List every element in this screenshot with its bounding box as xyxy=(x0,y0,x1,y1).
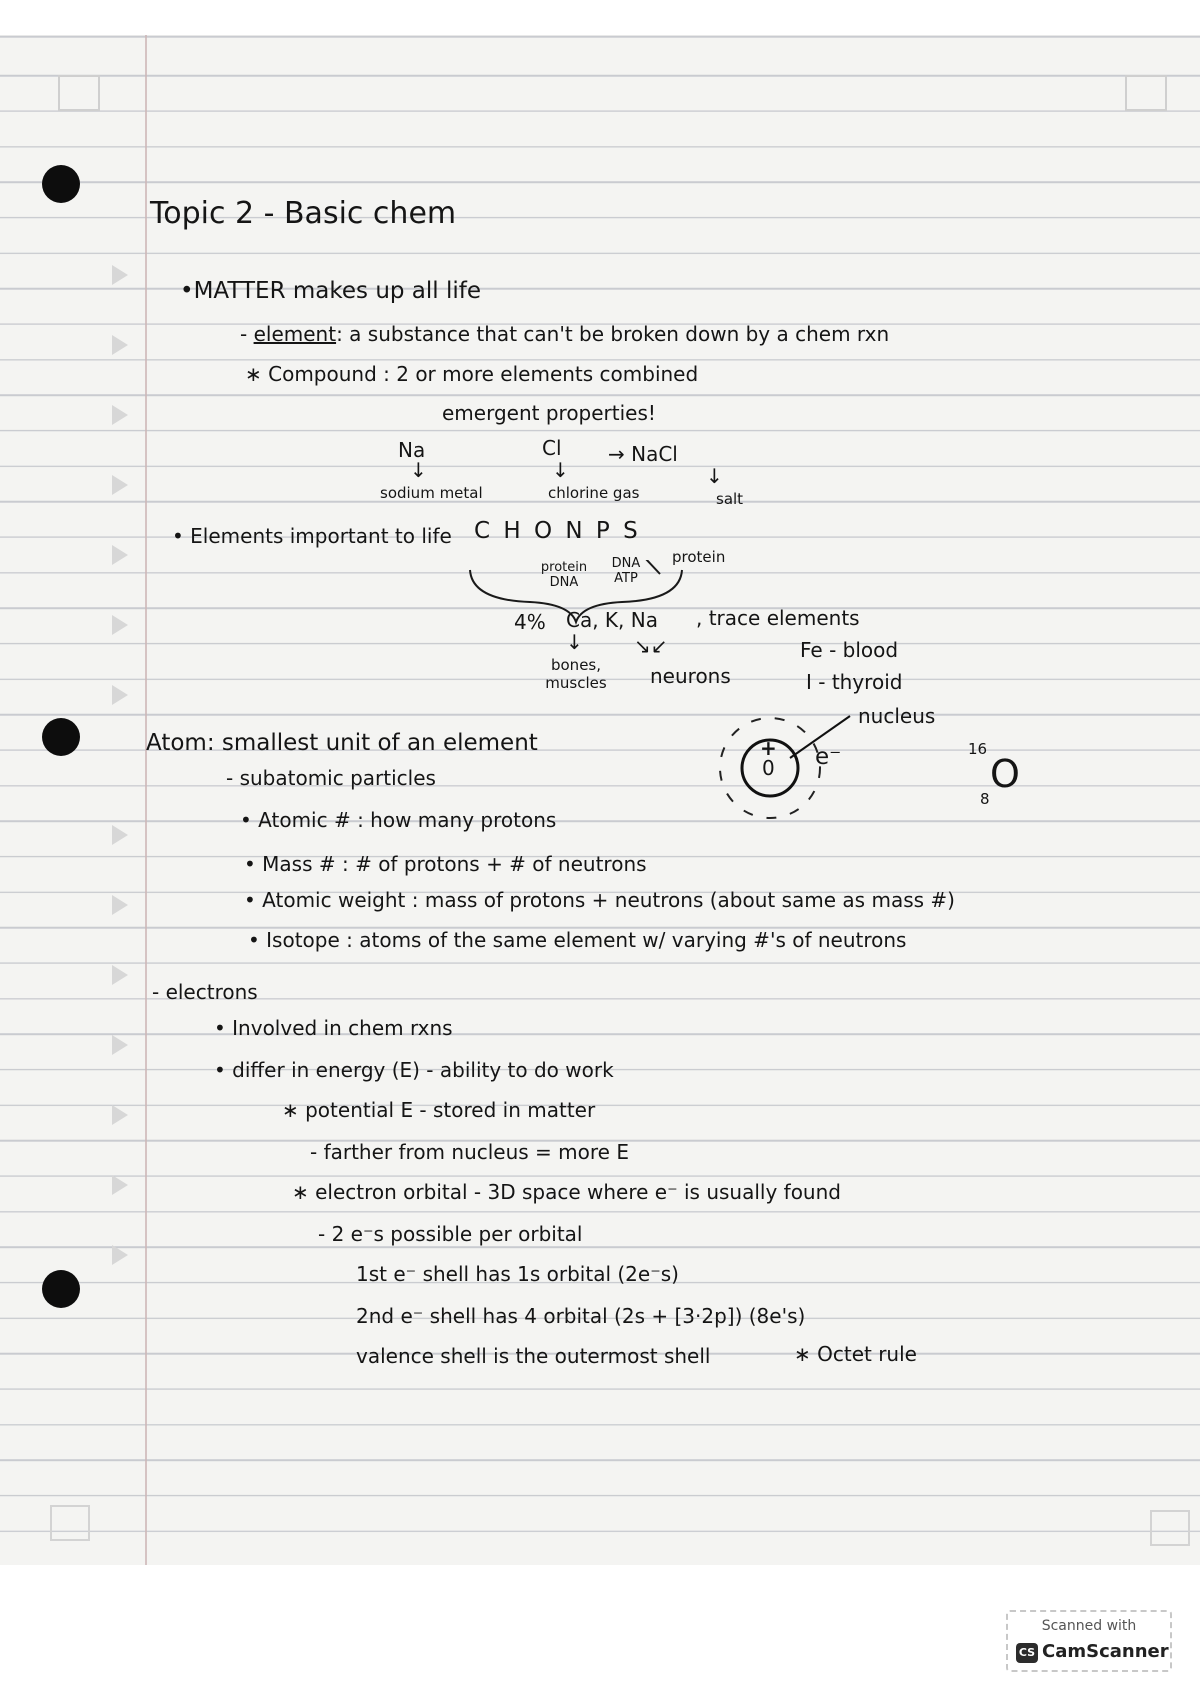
note-involved: • Involved in chem rxns xyxy=(214,1016,453,1040)
note-subatomic: - subatomic particles xyxy=(226,766,436,790)
margin-mark xyxy=(112,265,128,285)
margin-mark xyxy=(112,1105,128,1125)
corner-mark xyxy=(1150,1510,1190,1546)
note-atom: Atom: smallest unit of an element xyxy=(146,730,538,756)
note-electron-orbital: ∗ electron orbital - 3D space where e⁻ is usually found xyxy=(292,1180,841,1204)
note-differ-energy: • differ in energy (E) - ability to do work xyxy=(214,1058,614,1082)
proton-symbol: + xyxy=(760,736,777,760)
margin-mark xyxy=(112,615,128,635)
note-isotope: • Isotope : atoms of the same element w/ varying #'s of neutrons xyxy=(248,928,907,952)
camscanner-logo-icon: CS xyxy=(1016,1643,1038,1663)
note-atomic-weight: • Atomic weight : mass of protons + neutrons (about same as mass #) xyxy=(244,888,955,912)
oxygen-mass-number: 16 xyxy=(968,740,988,758)
symbol-chonps: C H O N P S xyxy=(474,518,641,544)
margin-mark xyxy=(112,545,128,565)
binder-hole-middle xyxy=(42,718,80,756)
element-definition: : a substance that can't be broken down by a chem rxn xyxy=(336,322,890,346)
label-sodium-metal: sodium metal xyxy=(380,484,483,502)
note-electrons: - electrons xyxy=(152,980,258,1004)
corner-mark xyxy=(1125,75,1167,111)
oxygen-atomic-number: 8 xyxy=(980,790,990,808)
label-nucleus: nucleus xyxy=(858,704,936,728)
note-compound: ∗ Compound : 2 or more elements combined xyxy=(245,362,699,386)
label-protein-dna: protein DNA xyxy=(540,560,588,590)
scanner-caption: Scanned with xyxy=(1041,1618,1137,1634)
label-iodine-thyroid: I - thyroid xyxy=(806,670,903,694)
arrow-down-icon: ↓ xyxy=(552,458,569,482)
margin-mark xyxy=(112,1175,128,1195)
note-elements-life: • Elements important to life xyxy=(172,524,452,548)
note-second-shell: 2nd e⁻ shell has 4 orbital (2s + [3·2p]) (8e's) xyxy=(356,1304,806,1328)
scanner-brand: CamScanner xyxy=(1042,1641,1169,1662)
symbol-cl: Cl xyxy=(542,436,562,460)
margin-mark xyxy=(112,1245,128,1265)
neutron-symbol: 0 xyxy=(762,756,775,780)
arrow-down-icon: ↓ xyxy=(410,458,427,482)
margin-mark xyxy=(112,475,128,495)
label-four-percent: 4% xyxy=(514,610,546,634)
label-neurons: neurons xyxy=(650,664,731,688)
binder-hole-bottom xyxy=(42,1270,80,1308)
note-mass-number: • Mass # : # of protons + # of neutrons xyxy=(244,852,647,876)
label-protein: protein xyxy=(672,548,726,566)
label-trace-elements: , trace elements xyxy=(696,606,860,630)
note-farther-nucleus: - farther from nucleus = more E xyxy=(310,1140,629,1164)
label-ions: Ca, K, Na xyxy=(566,608,658,632)
arrow-down-icon: ↘↙ xyxy=(634,634,668,658)
note-emergent: emergent properties! xyxy=(442,401,656,425)
margin-mark xyxy=(112,405,128,425)
margin-mark xyxy=(112,1035,128,1055)
margin-mark xyxy=(112,965,128,985)
arrow-down-icon: ↓ xyxy=(706,464,723,488)
note-valence-shell: valence shell is the outermost shell xyxy=(356,1344,711,1368)
margin-mark xyxy=(112,895,128,915)
note-two-electrons: - 2 e⁻s possible per orbital xyxy=(318,1222,583,1246)
note-atomic-number: • Atomic # : how many protons xyxy=(240,808,557,832)
label-fe-blood: Fe - blood xyxy=(800,638,899,662)
binder-hole-top xyxy=(42,165,80,203)
margin-mark xyxy=(112,825,128,845)
notebook-page xyxy=(0,35,1200,1565)
electron-symbol: e⁻ xyxy=(815,744,842,770)
corner-mark xyxy=(50,1505,90,1541)
arrow-down-icon: ↓ xyxy=(566,630,583,654)
margin-mark xyxy=(112,335,128,355)
scanner-badge xyxy=(1006,1610,1172,1672)
oxygen-symbol: O xyxy=(990,752,1020,796)
page-title: Topic 2 - Basic chem xyxy=(150,196,457,231)
symbol-na: Na xyxy=(398,438,426,462)
corner-mark xyxy=(58,75,100,111)
label-salt: salt xyxy=(716,490,744,508)
element-term: element xyxy=(253,322,337,346)
note-potential-energy: ∗ potential E - stored in matter xyxy=(282,1098,596,1122)
symbol-nacl: → NaCl xyxy=(608,442,678,466)
label-bones-muscles: bones, muscles xyxy=(545,656,607,692)
note-octet-rule: ∗ Octet rule xyxy=(794,1342,917,1366)
label-dna-atp: DNA ATP xyxy=(611,556,641,586)
margin-line xyxy=(145,35,147,1565)
note-first-shell: 1st e⁻ shell has 1s orbital (2e⁻s) xyxy=(356,1262,679,1286)
margin-mark xyxy=(112,685,128,705)
note-matter: •MATTER makes up all life xyxy=(180,278,482,304)
label-chlorine-gas: chlorine gas xyxy=(548,484,640,502)
note-element: - element: a substance that can't be broken down by a chem rxn xyxy=(240,322,890,346)
